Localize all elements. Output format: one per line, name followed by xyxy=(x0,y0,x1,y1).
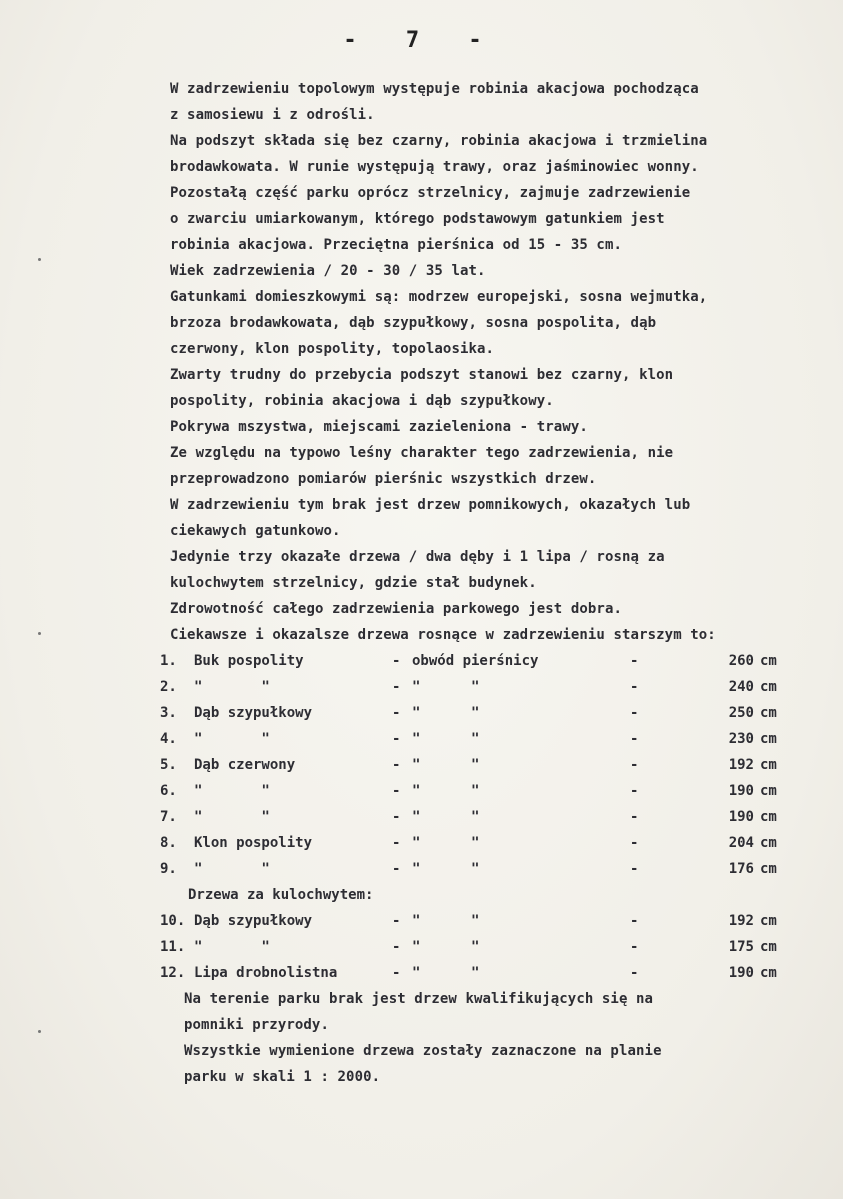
dash: - xyxy=(630,679,639,695)
table-row xyxy=(160,778,810,804)
row-number: 6. xyxy=(160,783,177,799)
page-number: - 7 - xyxy=(343,28,500,53)
unit: cm xyxy=(760,939,777,955)
dash: - xyxy=(392,653,401,669)
unit: cm xyxy=(760,965,777,981)
text-line: Wiek zadrzewienia / 20 - 30 / 35 lat. xyxy=(170,263,486,279)
circumference-value: 190 xyxy=(728,965,754,981)
circumference-value: 230 xyxy=(728,731,754,747)
row-number: 3. xyxy=(160,705,177,721)
unit: cm xyxy=(760,705,777,721)
tree-species: Klon pospolity xyxy=(194,835,313,851)
unit: cm xyxy=(760,913,777,929)
paragraph-block xyxy=(170,76,820,648)
unit: cm xyxy=(760,731,777,747)
circumference-value: 192 xyxy=(728,757,754,773)
row-number: 8. xyxy=(160,835,177,851)
table-row xyxy=(160,804,810,830)
tree-species: Dąb szypułkowy xyxy=(194,705,313,721)
dash: - xyxy=(630,861,639,877)
tree-table xyxy=(160,648,810,986)
tree-species: " " xyxy=(194,861,270,877)
tree-species: " " xyxy=(194,731,270,747)
row-number: 10. xyxy=(160,913,186,929)
circumference-value: 190 xyxy=(728,783,754,799)
dash: - xyxy=(392,679,401,695)
dash: - xyxy=(630,939,639,955)
table-row xyxy=(160,674,810,700)
dash: - xyxy=(392,913,401,929)
closing-line: pomniki przyrody. xyxy=(184,1017,329,1033)
text-line: W zadrzewieniu tym brak jest drzew pomnikowych, okazałych lub xyxy=(170,497,691,513)
closing-line: Wszystkie wymienione drzewa zostały zaznaczone na planie xyxy=(184,1043,662,1059)
circumference-value: 190 xyxy=(728,809,754,825)
dash: - xyxy=(630,809,639,825)
table-row xyxy=(160,700,810,726)
text-line: Jedynie trzy okazałe drzewa / dwa dęby i 1 lipa / rosną za xyxy=(170,549,665,565)
tree-species: Dąb czerwony xyxy=(194,757,296,773)
dash: - xyxy=(392,861,401,877)
dash: - xyxy=(392,757,401,773)
unit: cm xyxy=(760,861,777,877)
dash: - xyxy=(630,757,639,773)
dash: - xyxy=(630,705,639,721)
measurement-type: " " xyxy=(412,835,480,851)
table-row xyxy=(160,648,810,674)
text-line: brodawkowata. W runie występują trawy, oraz jaśminowiec wonny. xyxy=(170,159,699,175)
dash: - xyxy=(630,913,639,929)
row-number: 4. xyxy=(160,731,177,747)
text-line: z samosiewu i z odrośli. xyxy=(170,107,375,123)
measurement-type: " " xyxy=(412,783,480,799)
measurement-type: " " xyxy=(412,939,480,955)
measurement-type: " " xyxy=(412,809,480,825)
tree-species: Buk pospolity xyxy=(194,653,304,669)
circumference-value: 204 xyxy=(728,835,754,851)
table-row xyxy=(160,856,810,882)
circumference-value: 175 xyxy=(728,939,754,955)
text-line: Gatunkami domieszkowymi są: modrzew europejski, sosna wejmutka, xyxy=(170,289,708,305)
row-number: 1. xyxy=(160,653,177,669)
dash: - xyxy=(630,965,639,981)
table-row xyxy=(160,908,810,934)
closing-line: parku w skali 1 : 2000. xyxy=(184,1069,381,1085)
unit: cm xyxy=(760,653,777,669)
circumference-value: 192 xyxy=(728,913,754,929)
tree-species: Dąb szypułkowy xyxy=(194,913,313,929)
row-number: 12. xyxy=(160,965,186,981)
dash: - xyxy=(392,705,401,721)
unit: cm xyxy=(760,757,777,773)
measurement-type: " " xyxy=(412,913,480,929)
text-line: Na podszyt składa się bez czarny, robinia akacjowa i trzmielina xyxy=(170,133,708,149)
measurement-type: " " xyxy=(412,679,480,695)
text-line: kulochwytem strzelnicy, gdzie stał budynek. xyxy=(170,575,537,591)
dash: - xyxy=(630,653,639,669)
margin-mark xyxy=(38,258,41,261)
text-line: Zwarty trudny do przebycia podszyt stanowi bez czarny, klon xyxy=(170,367,674,383)
dash: - xyxy=(392,965,401,981)
tree-species: Lipa drobnolistna xyxy=(194,965,338,981)
unit: cm xyxy=(760,783,777,799)
table-row xyxy=(160,830,810,856)
margin-mark xyxy=(38,632,41,635)
text-line: Pozostałą część parku oprócz strzelnicy, zajmuje zadrzewienie xyxy=(170,185,691,201)
row-number: 5. xyxy=(160,757,177,773)
text-line: pospolity, robinia akacjowa i dąb szypułkowy. xyxy=(170,393,554,409)
text-line: Pokrywa mszystwa, miejscami zazieleniona - trawy. xyxy=(170,419,588,435)
table-row xyxy=(160,752,810,778)
circumference-value: 240 xyxy=(728,679,754,695)
dash: - xyxy=(392,783,401,799)
dash: - xyxy=(392,731,401,747)
text-line: Ze względu na typowo leśny charakter tego zadrzewienia, nie xyxy=(170,445,674,461)
dash: - xyxy=(630,783,639,799)
margin-mark xyxy=(38,1030,41,1033)
circumference-value: 176 xyxy=(728,861,754,877)
text-line: czerwony, klon pospolity, topolaosika. xyxy=(170,341,495,357)
measurement-type: obwód pierśnicy xyxy=(412,653,539,669)
measurement-type: " " xyxy=(412,705,480,721)
measurement-type: " " xyxy=(412,861,480,877)
dash: - xyxy=(630,835,639,851)
text-line: Ciekawsze i okazalsze drzewa rosnące w zadrzewieniu starszym to: xyxy=(170,627,716,643)
tree-species: " " xyxy=(194,679,270,695)
unit: cm xyxy=(760,835,777,851)
table-row xyxy=(160,934,810,960)
row-number: 7. xyxy=(160,809,177,825)
tree-species: " " xyxy=(194,939,270,955)
circumference-value: 250 xyxy=(728,705,754,721)
dash: - xyxy=(392,809,401,825)
tree-species: " " xyxy=(194,783,270,799)
tree-species: " " xyxy=(194,809,270,825)
unit: cm xyxy=(760,809,777,825)
measurement-type: " " xyxy=(412,965,480,981)
unit: cm xyxy=(760,679,777,695)
closing-block xyxy=(184,986,804,1090)
text-line: brzoza brodawkowata, dąb szypułkowy, sosna pospolita, dąb xyxy=(170,315,657,331)
circumference-value: 260 xyxy=(728,653,754,669)
dash: - xyxy=(630,731,639,747)
closing-line: Na terenie parku brak jest drzew kwalifikujących się na xyxy=(184,991,654,1007)
table-row xyxy=(160,726,810,752)
row-number: 2. xyxy=(160,679,177,695)
text-line: Zdrowotność całego zadrzewienia parkowego jest dobra. xyxy=(170,601,623,617)
text-line: o zwarciu umiarkowanym, którego podstawowym gatunkiem jest xyxy=(170,211,665,227)
table-row xyxy=(160,960,810,986)
row-number: 11. xyxy=(160,939,186,955)
subheading: Drzewa za kulochwytem: xyxy=(188,887,374,903)
text-line: robinia akacjowa. Przeciętna pierśnica od 15 - 35 cm. xyxy=(170,237,623,253)
text-line: W zadrzewieniu topolowym występuje robinia akacjowa pochodząca xyxy=(170,81,699,97)
text-line: ciekawych gatunkowo. xyxy=(170,523,341,539)
measurement-type: " " xyxy=(412,731,480,747)
dash: - xyxy=(392,939,401,955)
dash: - xyxy=(392,835,401,851)
measurement-type: " " xyxy=(412,757,480,773)
text-line: przeprowadzono pomiarów pierśnic wszystkich drzew. xyxy=(170,471,597,487)
row-number: 9. xyxy=(160,861,177,877)
